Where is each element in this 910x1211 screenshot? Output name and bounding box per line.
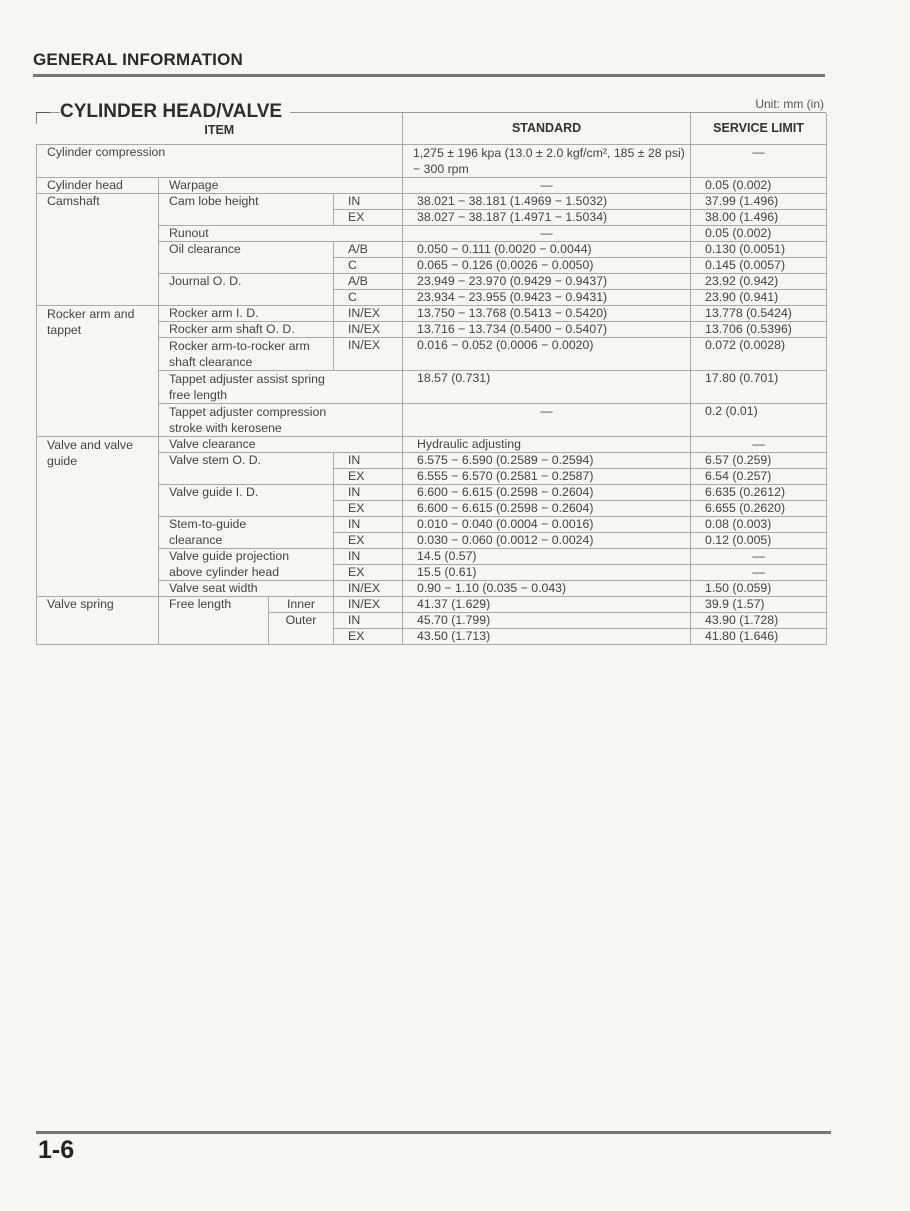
limit: 6.655 (0.2620) <box>691 501 827 517</box>
item: Rocker arm shaft O. D. <box>159 322 334 338</box>
table-row <box>37 306 827 322</box>
standard: 0.065 − 0.126 (0.0026 − 0.0050) <box>403 258 691 274</box>
limit: 23.90 (0.941) <box>691 290 827 306</box>
limit: 13.778 (0.5424) <box>691 306 827 322</box>
limit: 6.57 (0.259) <box>691 453 827 469</box>
page-header: GENERAL INFORMATION <box>33 50 243 69</box>
standard: 0.050 − 0.111 (0.0020 − 0.0044) <box>403 242 691 258</box>
code: EX <box>334 210 403 226</box>
item: Stem-to-guide <box>159 517 334 533</box>
page-number: 1-6 <box>38 1136 75 1164</box>
standard: Hydraulic adjusting <box>403 437 691 453</box>
standard: 18.57 (0.731) <box>403 371 691 404</box>
item: Valve guide I. D. <box>159 485 334 517</box>
standard: 1,275 ± 196 kpa (13.0 ± 2.0 kgf/cm², 185 ± 28 psi) − 300 rpm <box>403 145 691 178</box>
limit: 37.99 (1.496) <box>691 194 827 210</box>
code: C <box>334 258 403 274</box>
group: Camshaft <box>37 194 159 306</box>
limit: 23.92 (0.942) <box>691 274 827 290</box>
limit: 41.80 (1.646) <box>691 629 827 645</box>
item: Valve clearance <box>159 437 403 453</box>
standard: 15.5 (0.61) <box>403 565 691 581</box>
standard: 6.575 − 6.590 (0.2589 − 0.2594) <box>403 453 691 469</box>
standard: 45.70 (1.799) <box>403 613 691 629</box>
group: Rocker arm and tappet <box>37 306 159 437</box>
standard: 6.555 − 6.570 (0.2581 − 0.2587) <box>403 469 691 485</box>
code: IN/EX <box>334 597 403 613</box>
code: IN/EX <box>334 338 403 371</box>
code: EX <box>334 501 403 517</box>
unit-label: Unit: mm (in) <box>755 97 824 111</box>
item: Tappet adjuster assist spring free length <box>159 371 403 404</box>
limit: 0.05 (0.002) <box>691 178 827 194</box>
footer-rule <box>36 1131 831 1134</box>
standard: 23.949 − 23.970 (0.9429 − 0.9437) <box>403 274 691 290</box>
item: Cam lobe height <box>159 194 334 226</box>
standard: 38.027 − 38.187 (1.4971 − 1.5034) <box>403 210 691 226</box>
standard: 0.016 − 0.052 (0.0006 − 0.0020) <box>403 338 691 371</box>
header-rule <box>33 74 825 77</box>
item: Oil clearance <box>159 242 334 274</box>
limit: 17.80 (0.701) <box>691 371 827 404</box>
item: Rocker arm I. D. <box>159 306 334 322</box>
item: clearance <box>159 533 334 549</box>
header-service-limit: SERVICE LIMIT <box>691 113 827 145</box>
sub-item: Inner <box>269 597 334 613</box>
standard: 6.600 − 6.615 (0.2598 − 0.2604) <box>403 501 691 517</box>
limit: 0.12 (0.005) <box>691 533 827 549</box>
item: Valve stem O. D. <box>159 453 334 485</box>
limit: — <box>691 145 827 178</box>
spec-table <box>36 113 827 645</box>
item: Warpage <box>159 178 403 194</box>
code: IN/EX <box>334 581 403 597</box>
table-row <box>37 437 827 453</box>
code: IN/EX <box>334 306 403 322</box>
group: Valve spring <box>37 597 159 645</box>
item: Tappet adjuster compression stroke with kerosene <box>159 404 403 437</box>
limit: 1.50 (0.059) <box>691 581 827 597</box>
standard: 14.5 (0.57) <box>403 549 691 565</box>
sub-item: Outer <box>269 613 334 645</box>
code: A/B <box>334 242 403 258</box>
limit: 6.635 (0.2612) <box>691 485 827 501</box>
standard: 13.716 − 13.734 (0.5400 − 0.5407) <box>403 322 691 338</box>
code: IN/EX <box>334 322 403 338</box>
limit: 39.9 (1.57) <box>691 597 827 613</box>
item: above cylinder head <box>159 565 334 581</box>
standard: 0.90 − 1.10 (0.035 − 0.043) <box>403 581 691 597</box>
standard: 38.021 − 38.181 (1.4969 − 1.5032) <box>403 194 691 210</box>
group: Valve and valve guide <box>37 437 159 597</box>
code: C <box>334 290 403 306</box>
code: IN <box>334 549 403 565</box>
standard: 6.600 − 6.615 (0.2598 − 0.2604) <box>403 485 691 501</box>
item: Runout <box>159 226 403 242</box>
table-row <box>37 178 827 194</box>
limit: 6.54 (0.257) <box>691 469 827 485</box>
item: Cylinder compression <box>37 145 403 178</box>
standard: 0.010 − 0.040 (0.0004 − 0.0016) <box>403 517 691 533</box>
limit: — <box>691 437 827 453</box>
standard: 13.750 − 13.768 (0.5413 − 0.5420) <box>403 306 691 322</box>
code: A/B <box>334 274 403 290</box>
standard: — <box>403 404 691 437</box>
limit: 43.90 (1.728) <box>691 613 827 629</box>
item: Rocker arm-to-rocker arm shaft clearance <box>159 338 334 371</box>
section-title: CYLINDER HEAD/VALVE <box>60 101 290 123</box>
standard: 23.934 − 23.955 (0.9423 − 0.9431) <box>403 290 691 306</box>
limit: 0.130 (0.0051) <box>691 242 827 258</box>
limit: 0.072 (0.0028) <box>691 338 827 371</box>
code: EX <box>334 565 403 581</box>
standard: 43.50 (1.713) <box>403 629 691 645</box>
limit: 0.08 (0.003) <box>691 517 827 533</box>
item: Free length <box>159 597 269 645</box>
code: EX <box>334 533 403 549</box>
table-row <box>37 145 827 178</box>
code: IN <box>334 194 403 210</box>
code: IN <box>334 613 403 629</box>
table-row <box>37 194 827 210</box>
table-header <box>37 113 827 145</box>
limit: 38.00 (1.496) <box>691 210 827 226</box>
standard: 0.030 − 0.060 (0.0012 − 0.0024) <box>403 533 691 549</box>
code: IN <box>334 453 403 469</box>
limit: 0.05 (0.002) <box>691 226 827 242</box>
group: Cylinder head <box>37 178 159 194</box>
limit: — <box>691 565 827 581</box>
code: IN <box>334 517 403 533</box>
standard: — <box>403 226 691 242</box>
limit: — <box>691 549 827 565</box>
item: Valve guide projection <box>159 549 334 565</box>
standard: 41.37 (1.629) <box>403 597 691 613</box>
limit: 13.706 (0.5396) <box>691 322 827 338</box>
code: EX <box>334 469 403 485</box>
standard: — <box>403 178 691 194</box>
code: IN <box>334 485 403 501</box>
limit: 0.2 (0.01) <box>691 404 827 437</box>
code: EX <box>334 629 403 645</box>
limit: 0.145 (0.0057) <box>691 258 827 274</box>
header-item: ITEM <box>37 113 403 145</box>
item: Valve seat width <box>159 581 334 597</box>
item: Journal O. D. <box>159 274 334 306</box>
header-standard: STANDARD <box>403 113 691 145</box>
table-row <box>37 597 827 613</box>
